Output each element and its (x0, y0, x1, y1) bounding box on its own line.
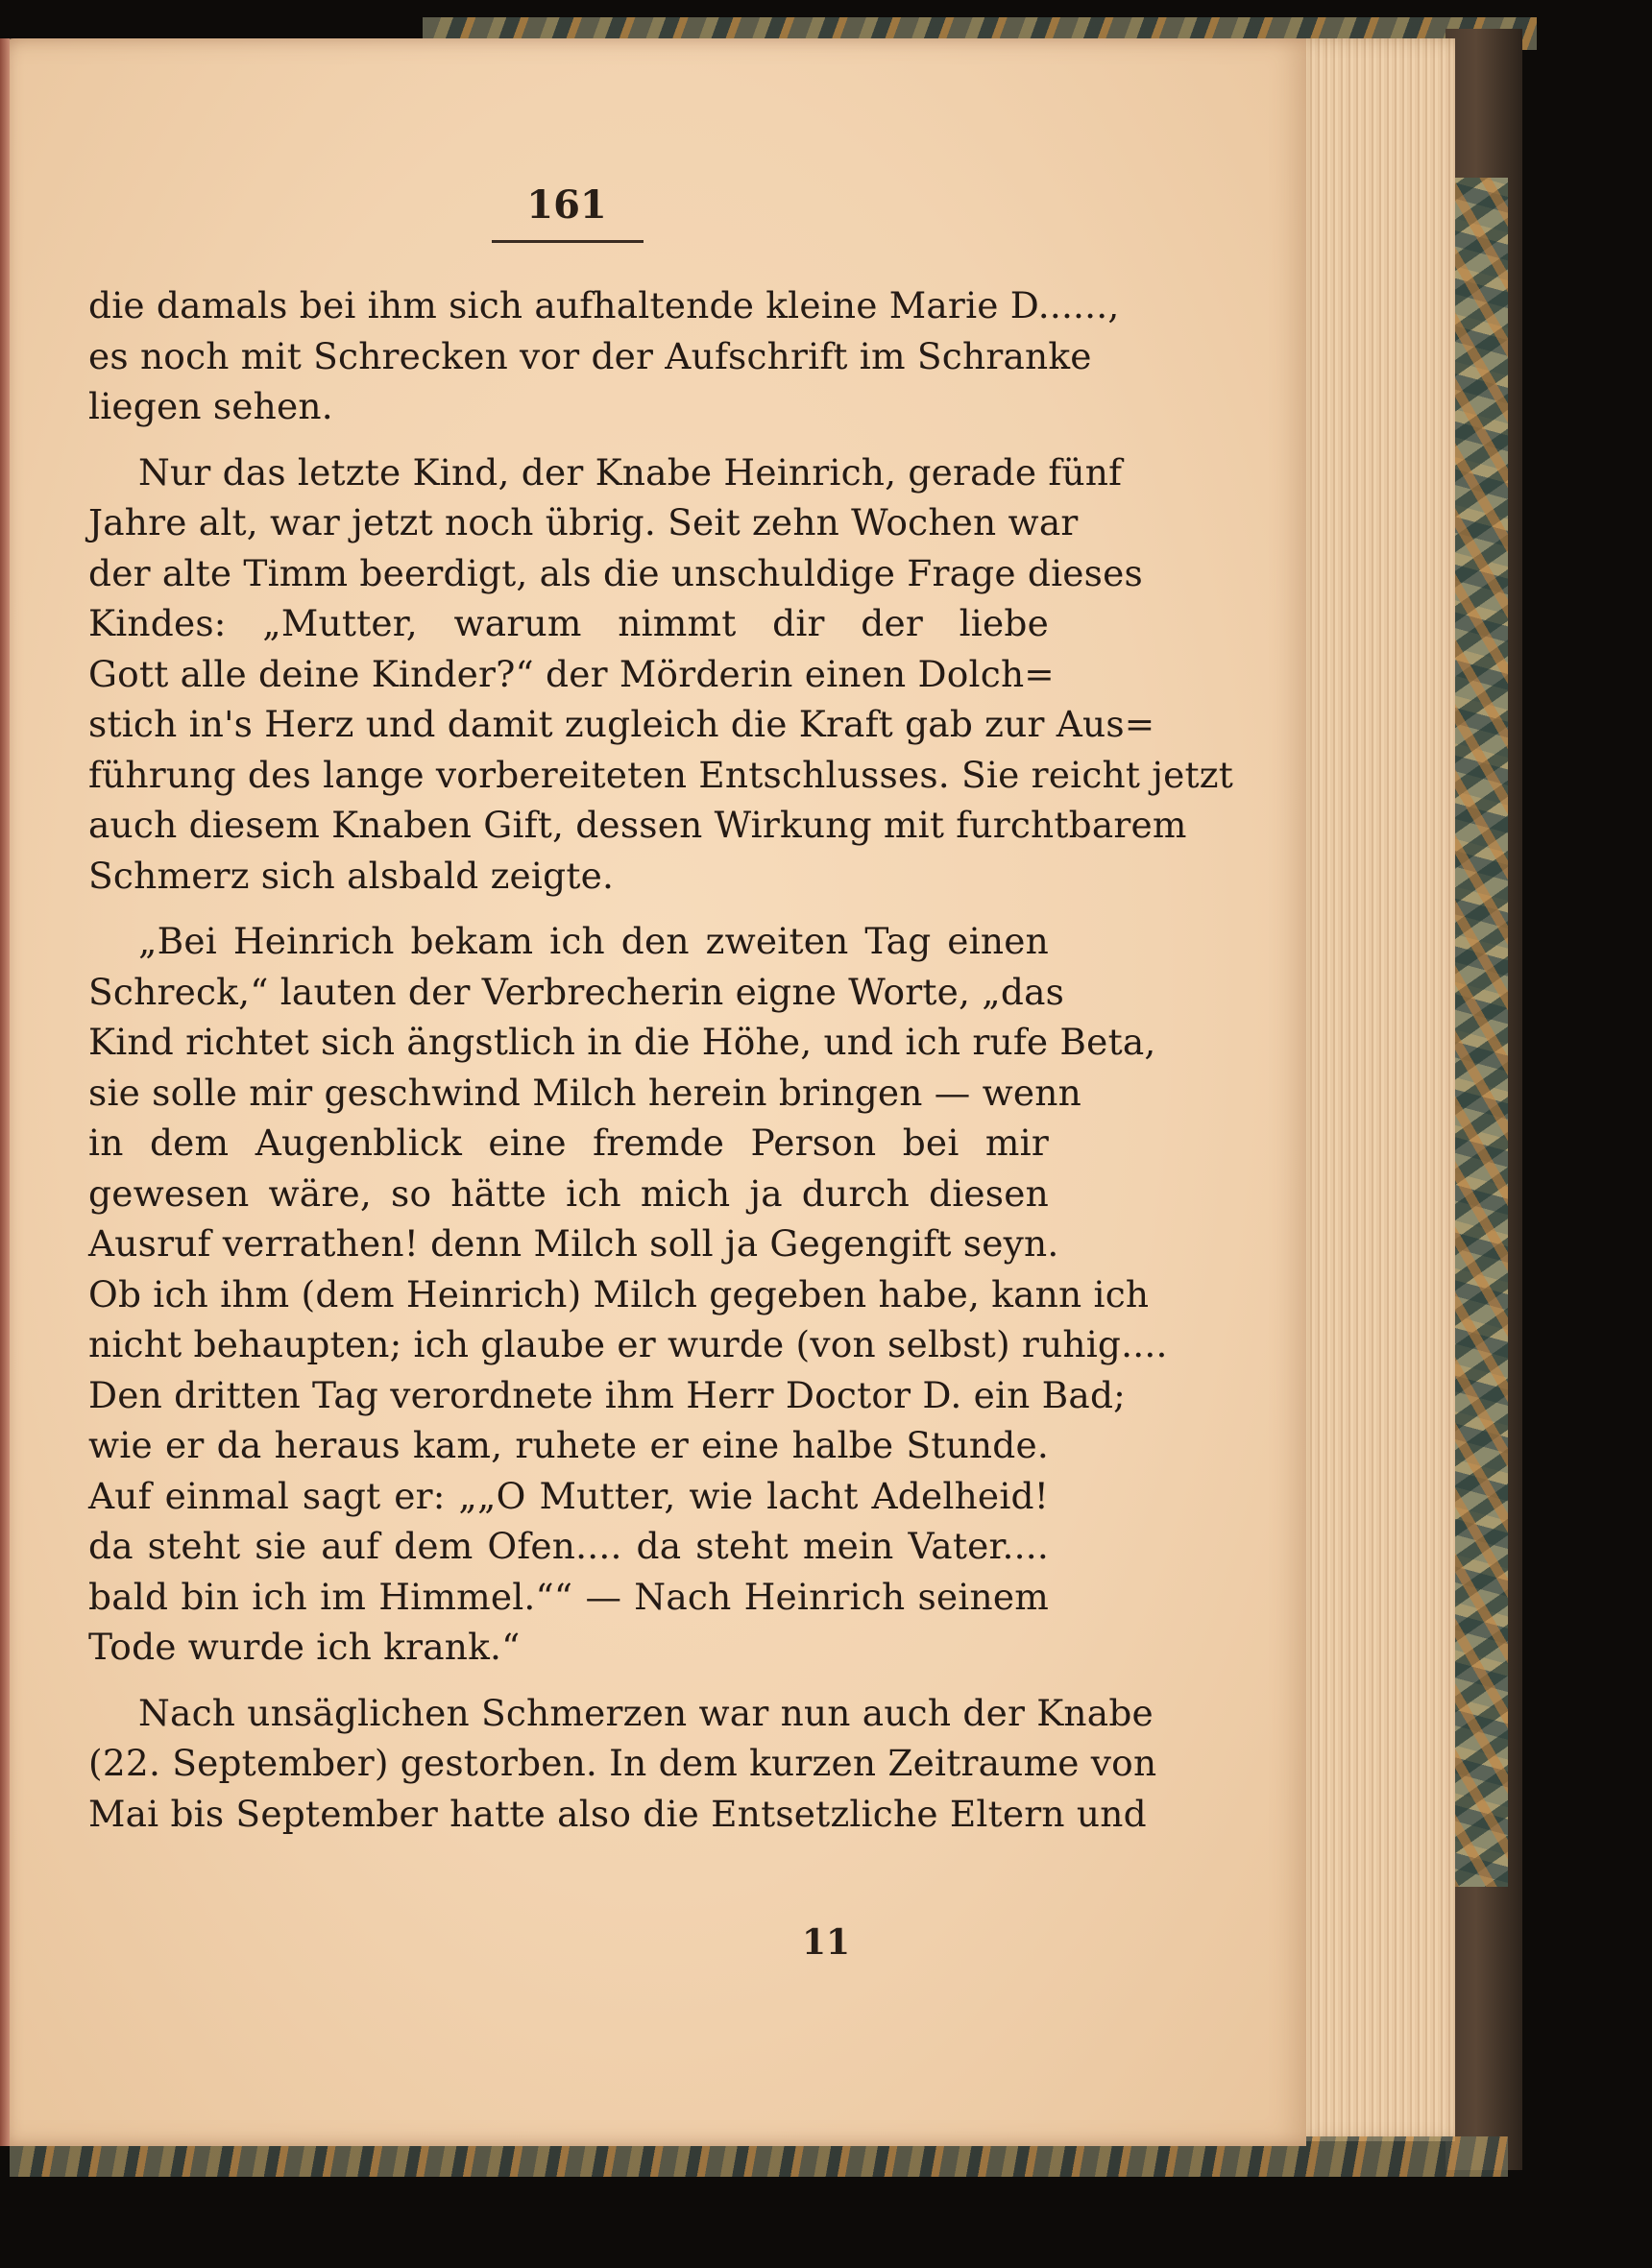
text-line: Ob ich ihm (dem Heinrich) Milch gegeben habe, kann ich (88, 1272, 1150, 1315)
text-line: da steht sie auf dem Ofen.... da steht mein Vater.... (88, 1525, 1049, 1567)
page-number-rule (492, 240, 644, 243)
paragraph (88, 916, 1168, 1673)
signature-mark: 11 (801, 1922, 851, 1963)
text-line: gewesen wäre, so hätte ich mich ja durch diesen (88, 1171, 1049, 1215)
text-line: stich in's Herz und damit zugleich die Kraft gab zur Aus= (88, 703, 1155, 745)
text-line: nicht behaupten; ich glaube er wurde (von selbst) ruhig.... (88, 1323, 1168, 1365)
text-line: es noch mit Schrecken vor der Aufschrift im Schranke (88, 334, 1092, 377)
text-line: Gott alle deine Kinder?“ der Mörderin einen Dolch= (88, 652, 1055, 695)
text-line: (22. September) gestorben. In dem kurzen Zeitraume von (88, 1742, 1157, 1784)
text-line: Mai bis September hatte also die Entsetzliche Eltern und (88, 1792, 1147, 1835)
text-line: Kindes: „Mutter, warum nimmt dir der liebe (88, 602, 1049, 644)
text-line: Nur das letzte Kind, der Knabe Heinrich, gerade fünf (138, 450, 1123, 494)
text-line: führung des lange vorbereiteten Entschlusses. Sie reicht jetzt (88, 753, 1233, 796)
text-line: sie solle mir geschwind Milch herein bringen — wenn (88, 1071, 1081, 1114)
page-edges (1292, 38, 1455, 2141)
text-line: Tode wurde ich krank.“ (88, 1626, 521, 1668)
text-line: auch diesem Knaben Gift, dessen Wirkung mit furchtbarem (88, 804, 1187, 846)
text-line: in dem Augenblick eine fremde Person bei mir (88, 1122, 1049, 1164)
text-line: Nach unsäglichen Schmerzen war nun auch der Knabe (138, 1691, 1154, 1734)
text-line: Den dritten Tag verordnete ihm Herr Doctor D. ein Bad; (88, 1373, 1126, 1416)
text-line: wie er da heraus kam, ruhete er eine halbe Stunde. (88, 1424, 1049, 1466)
text-line: „Bei Heinrich bekam ich den zweiten Tag einen (138, 920, 1049, 962)
text-line: Schmerz sich alsbald zeigte. (88, 854, 615, 897)
text-line: bald bin ich im Himmel.““ — Nach Heinrich seinem (88, 1575, 1049, 1618)
text-line: Ausruf verrathen! denn Milch soll ja Gegengift seyn. (88, 1222, 1059, 1265)
page-binding-edge (0, 38, 10, 2146)
text-line: Jahre alt, war jetzt noch übrig. Seit zehn Wochen war (88, 501, 1079, 543)
page-text (88, 280, 1233, 1839)
paragraph (88, 1688, 1157, 1840)
text-line: der alte Timm beerdigt, als die unschuldige Frage dieses (88, 551, 1143, 594)
paragraph (88, 447, 1233, 902)
text-line: liegen sehen. (88, 385, 333, 427)
text-line: die damals bei ihm sich aufhaltende kleine Marie D......, (88, 284, 1120, 326)
marbled-edge (1448, 178, 1508, 1887)
page-number: 161 (526, 182, 607, 228)
text-line: Schreck,“ lauten der Verbrecherin eigne Worte, „das (88, 970, 1065, 1013)
text-line: Kind richtet sich ängstlich in die Höhe, und ich rufe Beta, (88, 1021, 1156, 1063)
paragraph (88, 280, 1120, 432)
text-line: Auf einmal sagt er: „„O Mutter, wie lacht Adelheid! (88, 1474, 1049, 1517)
